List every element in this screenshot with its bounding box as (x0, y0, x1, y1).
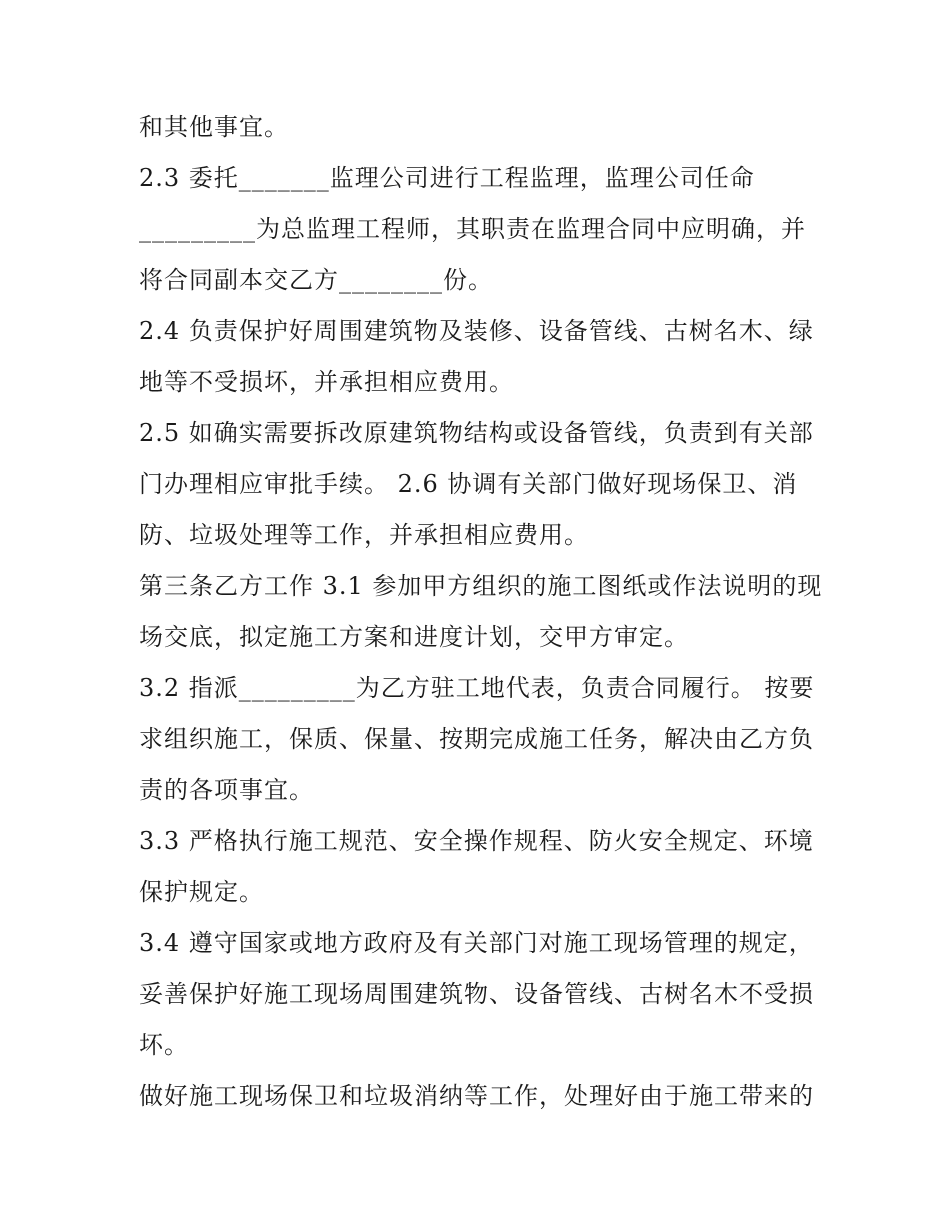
clause-3-3-line-1: 3.3 严格执行施工规范、安全操作规程、防火安全规定、环境 (139, 827, 814, 855)
clause-3-2-line-2: 求组织施工，保质、保量、按期完成施工任务，解决由乙方负 (139, 725, 814, 753)
clause-3-4-line-1: 3.4 遵守国家或地方政府及有关部门对施工现场管理的规定， (139, 929, 814, 957)
clause-2-4-line-1: 2.4 负责保护好周围建筑物及装修、设备管线、古树名木、绿 (139, 317, 814, 345)
clause-3-4-line-2: 妥善保护好施工现场周围建筑物、设备管线、古树名木不受损 (139, 980, 814, 1008)
contract-text-body (139, 102, 839, 1122)
clause-3-4-line-3: 坏。 (139, 1031, 189, 1059)
article-3-heading-line: 第三条乙方工作 3.1 参加甲方组织的施工图纸或作法说明的现 (139, 572, 823, 600)
text-line-1: 和其他事宜。 (139, 113, 289, 141)
clause-2-6-line-2: 防、垃圾处理等工作，并承担相应费用。 (139, 521, 589, 549)
clause-3-3-line-2: 保护规定。 (139, 878, 264, 906)
clause-2-5-2-6-line: 门办理相应审批手续。 2.6 协调有关部门做好现场保卫、消 (139, 470, 798, 498)
clause-2-3-line-1: 2.3 委托_______监理公司进行工程监理，监理公司任命 (139, 164, 755, 192)
clause-2-3-line-2: _________为总监理工程师，其职责在监理合同中应明确，并 (139, 215, 806, 243)
clause-3-2-line-1: 3.2 指派_________为乙方驻工地代表，负责合同履行。 按要 (139, 674, 815, 702)
clause-3-1-line-2: 场交底，拟定施工方案和进度计划，交甲方审定。 (139, 623, 689, 651)
clause-3-5-line-1: 做好施工现场保卫和垃圾消纳等工作，处理好由于施工带来的 (139, 1082, 814, 1110)
clause-3-2-line-3: 责的各项事宜。 (139, 776, 314, 804)
clause-2-5-line-1: 2.5 如确实需要拆改原建筑物结构或设备管线，负责到有关部 (139, 419, 814, 447)
clause-2-3-line-3: 将合同副本交乙方________份。 (139, 266, 493, 294)
clause-2-4-line-2: 地等不受损坏，并承担相应费用。 (139, 368, 514, 396)
